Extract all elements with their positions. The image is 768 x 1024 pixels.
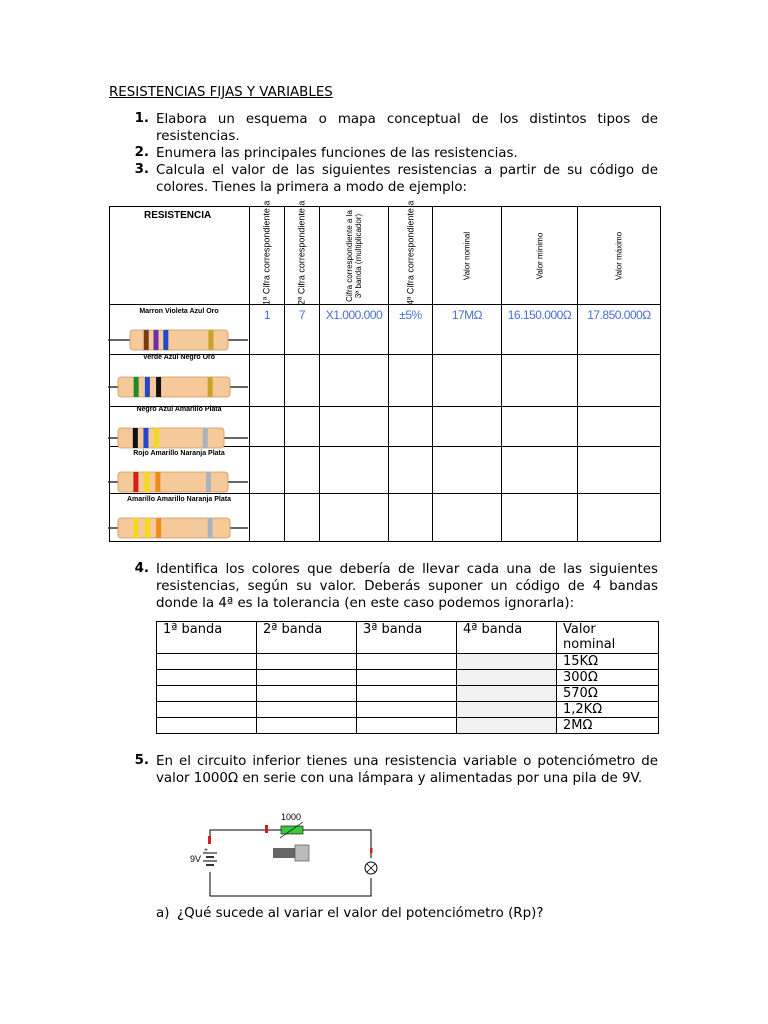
header-valor-minimo: Valor mínimo xyxy=(502,207,578,305)
item-number: 4. xyxy=(134,561,149,576)
circuit-diagram xyxy=(185,808,385,903)
resistor-band xyxy=(143,428,148,448)
answer-cell[interactable] xyxy=(578,447,661,494)
answer-cell[interactable] xyxy=(502,494,578,542)
item-number: 5. xyxy=(134,753,149,768)
example-cell: 17.850.000Ω xyxy=(578,305,661,355)
resistor-band xyxy=(208,330,213,350)
answer-cell[interactable] xyxy=(285,447,320,494)
example-cell: ±5% xyxy=(389,305,433,355)
resistor-band xyxy=(133,428,138,448)
value-cell: 1,2KΩ xyxy=(557,702,659,718)
resistor-icon xyxy=(108,426,248,450)
answer-cell[interactable] xyxy=(578,407,661,447)
header-tolerancia: 4ª Cifra correspondiente a xyxy=(389,207,433,305)
resistor-label: Rojo Amarillo Naranja Plata xyxy=(133,450,225,457)
answer-cell[interactable] xyxy=(433,447,502,494)
answer-cell[interactable] xyxy=(285,494,320,542)
example-cell: 17MΩ xyxy=(433,305,502,355)
answer-cell[interactable] xyxy=(250,355,285,407)
resistor-band xyxy=(208,377,213,397)
answer-cell[interactable] xyxy=(389,447,433,494)
answer-cell[interactable] xyxy=(433,494,502,542)
answer-cell[interactable] xyxy=(257,702,357,718)
resistor-icon xyxy=(108,516,248,540)
answer-cell[interactable] xyxy=(357,718,457,734)
answer-cell[interactable] xyxy=(250,494,285,542)
page-title: RESISTENCIAS FIJAS Y VARIABLES xyxy=(109,85,333,100)
answer-cell[interactable] xyxy=(257,654,357,670)
item-text: En el circuito inferior tienes una resistencia variable o potenciómetro de valor 1000Ω en serie con una lámpara y alimentadas por una pila de 9V. xyxy=(156,754,658,786)
example-cell: 16.150.000Ω xyxy=(502,305,578,355)
resistor-label: Verde Azul Negro Oro xyxy=(142,354,216,361)
header-valor-nominal: Valor nominal xyxy=(433,207,502,305)
answer-cell[interactable] xyxy=(157,654,257,670)
header-cifra-2: 2ª Cifra correspondiente a xyxy=(285,207,320,305)
answer-cell[interactable] xyxy=(285,355,320,407)
answer-cell[interactable] xyxy=(357,670,457,686)
resistor-label: Amarillo Amarillo Naranja Plata xyxy=(127,496,231,503)
answer-cell[interactable] xyxy=(457,718,557,734)
resistor-band xyxy=(163,330,168,350)
answer-cell[interactable] xyxy=(433,355,502,407)
bands-table xyxy=(156,621,659,734)
answer-cell[interactable] xyxy=(457,686,557,702)
header-cifra-1: 1ª Cifra correspondiente a xyxy=(250,207,285,305)
header-banda-3: 3ª banda xyxy=(357,622,457,654)
answer-cell[interactable] xyxy=(389,355,433,407)
resistor-band xyxy=(145,377,150,397)
answer-cell[interactable] xyxy=(250,407,285,447)
answer-cell[interactable] xyxy=(578,355,661,407)
answer-cell[interactable] xyxy=(457,670,557,686)
answer-cell[interactable] xyxy=(457,654,557,670)
resistor-band xyxy=(156,518,161,538)
resistor-band xyxy=(155,472,160,492)
answer-cell[interactable] xyxy=(502,407,578,447)
answer-cell[interactable] xyxy=(357,686,457,702)
answer-cell[interactable] xyxy=(578,494,661,542)
resistor-band xyxy=(133,472,138,492)
value-cell: 570Ω xyxy=(557,686,659,702)
lamp-icon xyxy=(365,848,377,878)
answer-cell[interactable] xyxy=(389,407,433,447)
example-cell: 1 xyxy=(250,305,285,355)
resistor-band xyxy=(134,518,139,538)
answer-cell[interactable] xyxy=(257,670,357,686)
answer-cell[interactable] xyxy=(357,702,457,718)
header-banda-4: 4ª banda xyxy=(457,622,557,654)
answer-cell[interactable] xyxy=(357,654,457,670)
item-text: Calcula el valor de las siguientes resistencias a partir de su código de colores. Tienes la primera a modo de ejemplo: xyxy=(156,163,658,195)
item-number: 3. xyxy=(134,162,149,177)
answer-cell[interactable] xyxy=(502,355,578,407)
answer-cell[interactable] xyxy=(433,407,502,447)
battery-icon xyxy=(203,836,217,872)
answer-cell[interactable] xyxy=(457,702,557,718)
resistor-band xyxy=(145,518,150,538)
item-text: Enumera las principales funciones de las resistencias. xyxy=(156,146,518,161)
answer-cell[interactable] xyxy=(157,670,257,686)
example-cell: X1.000.000 xyxy=(320,305,389,355)
svg-text:+: + xyxy=(204,847,209,854)
header-resistencia: RESISTENCIA xyxy=(110,207,250,305)
pot-value-label: 1000 xyxy=(281,812,302,822)
resistor-band xyxy=(206,472,211,492)
value-cell: 15KΩ xyxy=(557,654,659,670)
item-number: 2. xyxy=(134,145,149,160)
question-a-text: ¿Qué sucede al variar el valor del potenciómetro (Rp)? xyxy=(177,906,544,921)
resistor-icon xyxy=(108,328,248,352)
resistor-band xyxy=(154,330,159,350)
header-valor-maximo: Valor máximo xyxy=(578,207,661,305)
answer-cell[interactable] xyxy=(257,686,357,702)
answer-cell[interactable] xyxy=(285,407,320,447)
resistor-icon xyxy=(108,470,248,494)
header-banda-2: 2ª banda xyxy=(257,622,357,654)
resistor-band xyxy=(154,428,159,448)
value-cell: 2MΩ xyxy=(557,718,659,734)
item-number: 1. xyxy=(134,111,149,126)
header-valor-nominal: Valor nominal xyxy=(557,622,659,654)
resistor-label: Negro Azul Amarillo Plata xyxy=(136,406,222,413)
answer-cell[interactable] xyxy=(320,494,389,542)
battery-label: 9V xyxy=(190,854,202,864)
answer-cell[interactable] xyxy=(157,702,257,718)
resistor-band xyxy=(203,428,208,448)
resistor-label: Marron Violeta Azul Oro xyxy=(139,308,219,315)
resistor-band xyxy=(144,330,149,350)
item-text: Identifica los colores que debería de llevar cada una de las siguientes resistencias, según su valor. Deberás suponer un código de 4 bandas donde la 4ª es la tolerancia (en este caso podemos ignorarla): xyxy=(156,562,658,611)
example-cell: 7 xyxy=(285,305,320,355)
resistor-band xyxy=(134,377,139,397)
potentiometer-icon xyxy=(265,822,309,861)
answer-cell[interactable] xyxy=(502,447,578,494)
answer-cell[interactable] xyxy=(250,447,285,494)
answer-cell[interactable] xyxy=(389,494,433,542)
answer-cell[interactable] xyxy=(157,686,257,702)
answer-cell[interactable] xyxy=(320,447,389,494)
value-cell: 300Ω xyxy=(557,670,659,686)
circuit-wire xyxy=(210,830,371,896)
resistor-band xyxy=(156,377,161,397)
answer-cell[interactable] xyxy=(157,718,257,734)
resistor-icon xyxy=(108,375,248,399)
answer-cell[interactable] xyxy=(257,718,357,734)
header-banda-1: 1ª banda xyxy=(157,622,257,654)
answer-cell[interactable] xyxy=(320,407,389,447)
question-a-label: a) xyxy=(156,906,170,921)
answer-cell[interactable] xyxy=(320,355,389,407)
item-text: Elabora un esquema o mapa conceptual de los distintos tipos de resistencias. xyxy=(156,112,658,144)
resistor-band xyxy=(144,472,149,492)
header-multiplicador: Cifra correspondiente a la 3ª banda (multiplicador) xyxy=(320,207,389,305)
resistor-band xyxy=(208,518,213,538)
